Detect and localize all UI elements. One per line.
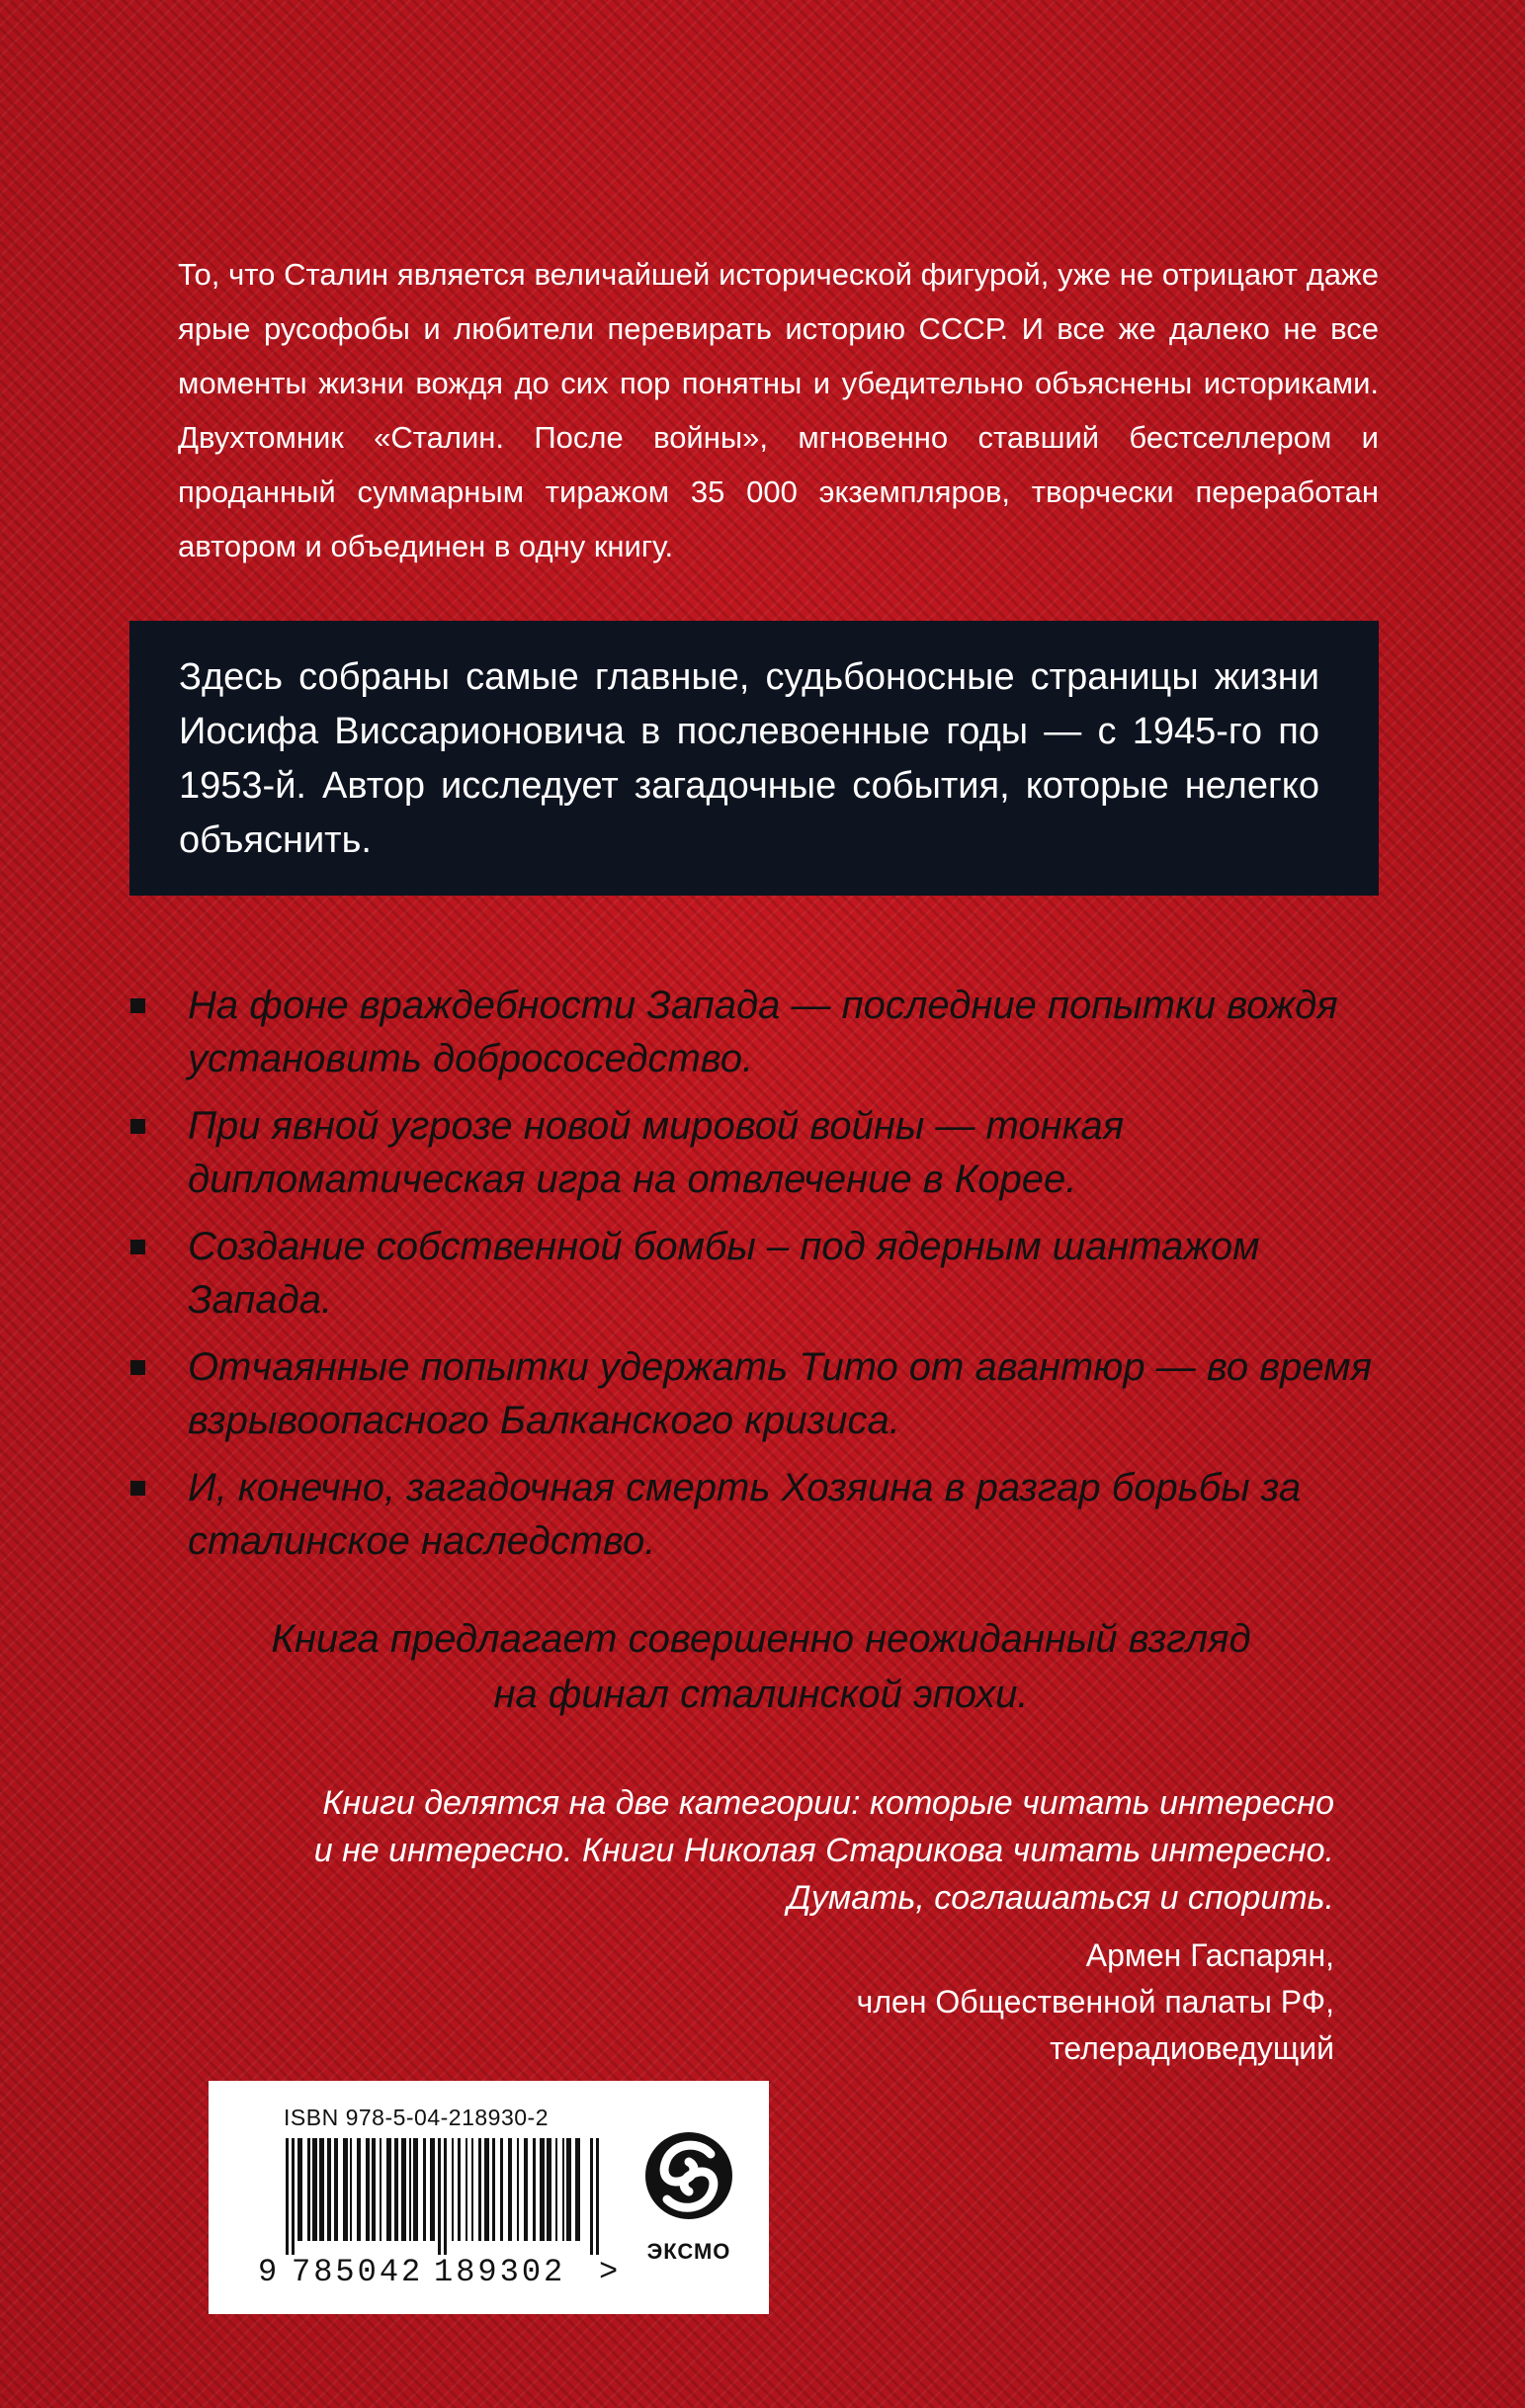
bullet-text-5: И, конечно, загадочная смерть Хозяина в разгар борьбы за сталинское наследство. xyxy=(188,1466,1302,1563)
conclusion-line-1: Книга предлагает совершенно неожиданный взгляд xyxy=(271,1617,1251,1661)
quote-attribution xyxy=(494,1933,1334,2072)
conclusion-line-2: на финал сталинской эпохи. xyxy=(493,1673,1029,1716)
barcode-panel xyxy=(209,2081,769,2314)
intro-paragraph: То, что Сталин является величайшей исторической фигурой, уже не отрицают даже ярые русофобы и любители перевирать историю СССР. И все же далеко не все моменты жизни вождя до сих пор понятны и убедительно объяснены историками. Двухтомник «Сталин. После войны», мгновенно ставший бестселлером и проданный суммарным тиражом 35 000 экземпляров, творчески переработан автором и объединен в одну книгу. xyxy=(178,257,1379,563)
highlight-text: Здесь собраны самые главные, судьбоносные страницы жизни Иосифа Виссарионовича в послевоенные годы — с 1945-го по 1953-й. Автор исследует загадочные события, которые нелегко объяснить. xyxy=(179,656,1319,861)
eksmo-logo-icon xyxy=(641,2120,736,2231)
barcode-icon xyxy=(286,2138,602,2255)
square-bullet-icon xyxy=(130,1119,145,1134)
square-bullet-icon xyxy=(130,1240,145,1254)
square-bullet-icon xyxy=(130,998,145,1013)
bullet-text-4: Отчаянные попытки удержать Тито от авантюр — во время взрывоопасного Балканского кризиса. xyxy=(188,1345,1372,1442)
ean-right-digits: 189302 xyxy=(434,2254,566,2290)
author-name: Армен Гаспарян, xyxy=(1085,1937,1334,1973)
bullet-list xyxy=(128,979,1384,1582)
review-quote xyxy=(198,1779,1334,1922)
bullet-item-2 xyxy=(128,1099,1384,1206)
bullet-item-3 xyxy=(128,1220,1384,1327)
ean-first-digit: 9 xyxy=(258,2254,278,2290)
quote-line-3: Думать, соглашаться и спорить. xyxy=(787,1879,1334,1917)
square-bullet-icon xyxy=(130,1481,145,1496)
quote-line-2: и не интересно. Книги Николая Старикова читать интересно. xyxy=(313,1832,1334,1869)
conclusion-text xyxy=(178,1611,1344,1722)
author-role: член Общественной палаты РФ, xyxy=(856,1984,1334,2020)
ean-left-digits: 785042 xyxy=(292,2254,424,2290)
author-profession: телерадиоведущий xyxy=(1050,2030,1334,2066)
quote-line-1: Книги делятся на две категории: которые читать интересно xyxy=(322,1784,1334,1822)
publisher-name: ЭКСМО xyxy=(646,2239,731,2264)
isbn-label: ISBN 978-5-04-218930-2 xyxy=(284,2105,549,2130)
square-bullet-icon xyxy=(130,1360,145,1375)
bullet-item-1 xyxy=(128,979,1384,1085)
bullet-item-4 xyxy=(128,1340,1384,1447)
ean-end-marker: > xyxy=(599,2254,619,2290)
highlight-box xyxy=(129,621,1379,896)
bullet-item-5 xyxy=(128,1461,1384,1568)
bullet-text-3: Создание собственной бомбы – под ядерным шантажом Запада. xyxy=(188,1225,1260,1322)
bullet-text-1: На фоне враждебности Запада — последние попытки вождя установить добрососедство. xyxy=(188,984,1338,1080)
bullet-text-2: При явной угрозе новой мировой войны — тонкая дипломатическая игра на отвлечение в Корее. xyxy=(188,1104,1125,1201)
